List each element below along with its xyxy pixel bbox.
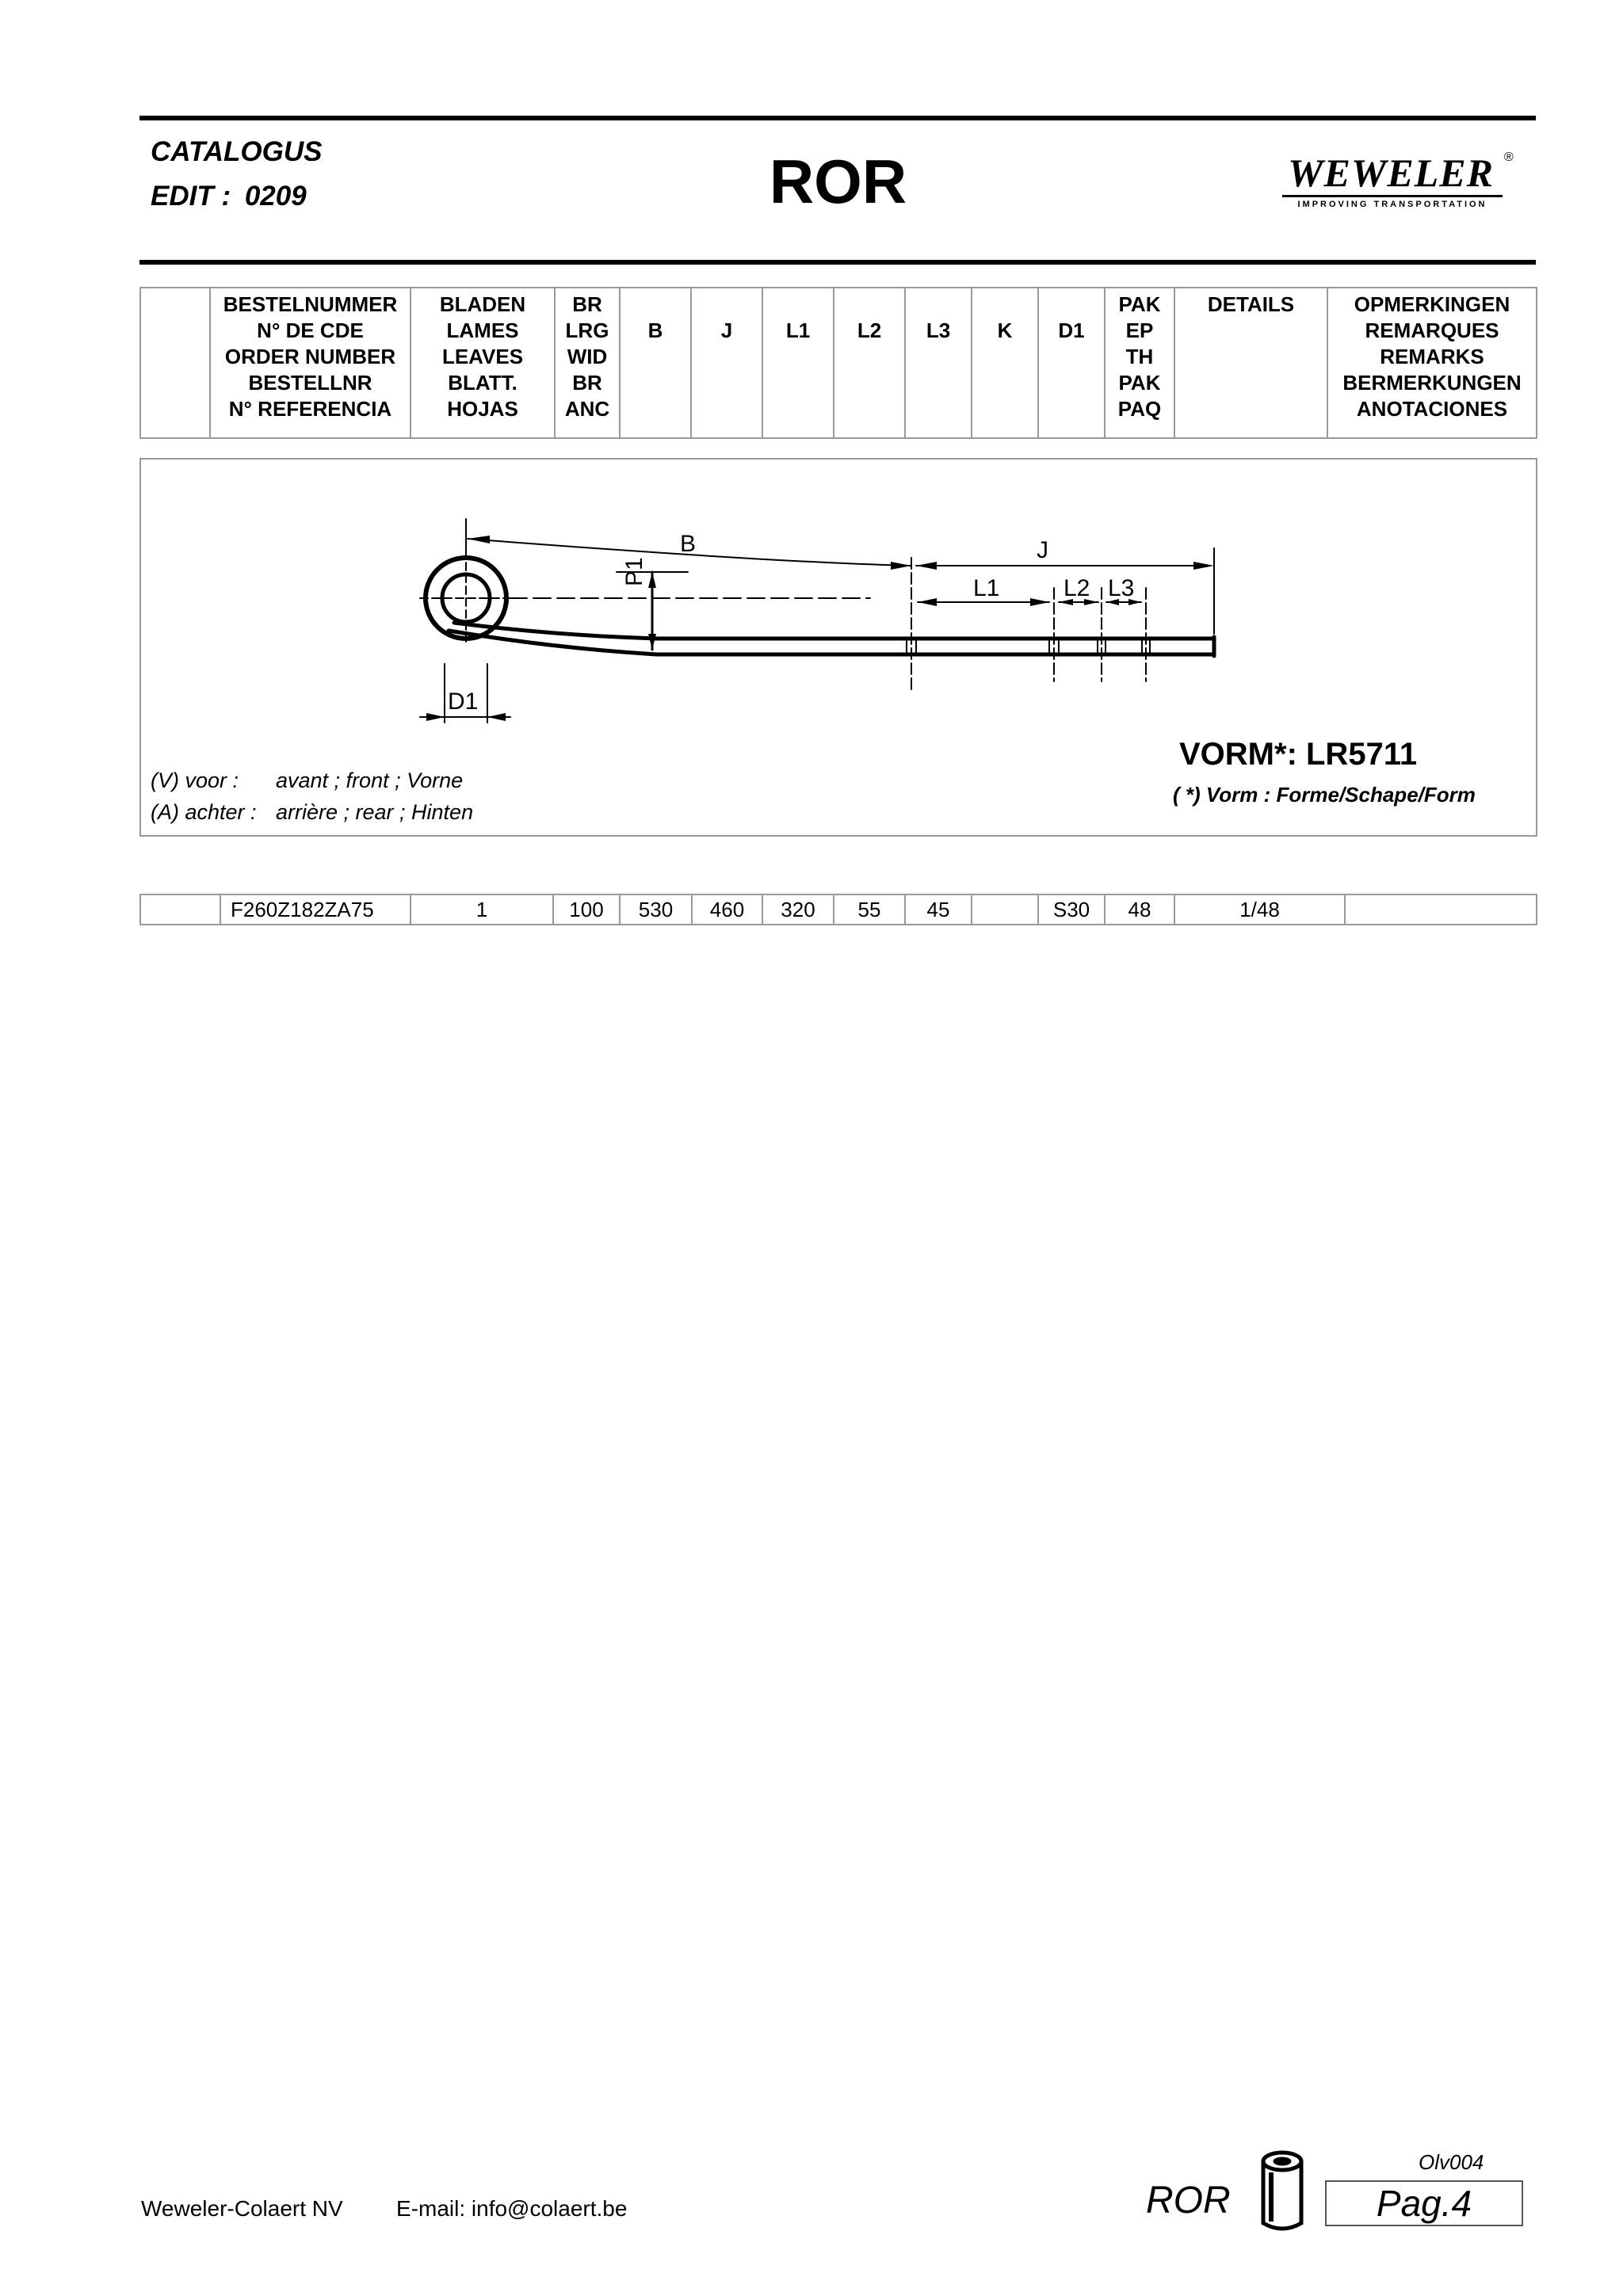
header-cell-width	[555, 288, 620, 438]
header-cell-l1: L1	[762, 288, 834, 438]
legend-rear-text: arrière ; rear ; Hinten	[276, 800, 474, 824]
cell-order-number: F260Z182ZA75	[220, 894, 411, 925]
leaves-label-fr: LAMES	[446, 318, 519, 342]
cell-details: 1/48	[1174, 894, 1345, 925]
vorm-title: VORM*: LR5711	[1179, 737, 1418, 772]
pak-label-es: PAQ	[1117, 397, 1162, 421]
remarks-label-en: REMARKS	[1380, 345, 1484, 368]
width-label-en: WID	[567, 345, 608, 368]
pak-label-de: PAK	[1118, 371, 1161, 395]
footer-section: ROR	[1146, 2180, 1231, 2222]
cell-blank	[140, 894, 220, 925]
table-row	[140, 894, 1537, 925]
width-label-de: BR	[572, 371, 602, 395]
cell-k	[972, 894, 1038, 925]
logo-tagline: IMPROVING TRANSPORTATION	[1297, 200, 1487, 209]
header-cell-blank	[140, 288, 210, 438]
cell-pak: 48	[1105, 894, 1174, 925]
cell-d1: S30	[1038, 894, 1105, 925]
order-number-label-en: ORDER NUMBER	[224, 345, 396, 368]
product-table	[139, 894, 1537, 925]
header-cell-leaves	[411, 288, 555, 438]
label-b: B	[680, 531, 697, 557]
header-cell-k: K	[972, 288, 1038, 438]
order-number-label-de: BESTELLNR	[248, 371, 372, 395]
label-d1: D1	[448, 688, 479, 715]
spring-drawing-panel	[139, 458, 1537, 837]
legend-front-text: avant ; front ; Vorne	[276, 769, 464, 792]
label-j: J	[1037, 537, 1048, 563]
pak-label-nl: PAK	[1118, 292, 1161, 316]
logo-registered-mark: ®	[1504, 151, 1514, 164]
header-cell-details: DETAILS	[1174, 288, 1327, 438]
catalog-label: CATALOGUS	[151, 136, 323, 167]
footer-page-number: Pag.4	[1376, 2183, 1472, 2224]
weweler-logo	[1276, 151, 1514, 214]
cell-l2: 55	[834, 894, 905, 925]
width-label-es: ANC	[564, 397, 610, 421]
pak-label-fr: EP	[1125, 318, 1154, 342]
header-cell-l2: L2	[834, 288, 905, 438]
cell-l3: 45	[905, 894, 972, 925]
order-number-label-es: N° REFERENCIA	[228, 397, 392, 421]
logo-underline	[1282, 195, 1503, 197]
label-l2: L2	[1064, 575, 1090, 601]
header-cell-order-number	[210, 288, 411, 438]
width-label-fr: LRG	[565, 318, 609, 342]
footer-email: E-mail: info@colaert.be	[396, 2196, 628, 2221]
header-bottom-rule	[139, 260, 1536, 265]
width-label-nl: BR	[572, 292, 602, 316]
remarks-label-de: BERMERKUNGEN	[1342, 371, 1522, 395]
page-title: ROR	[769, 147, 907, 216]
spring-bushing-icon	[1257, 2149, 1308, 2236]
leaves-label-de: BLATT.	[448, 371, 517, 395]
order-number-label-nl: BESTELNUMMER	[223, 292, 398, 316]
label-l3: L3	[1108, 575, 1135, 601]
header-cell-l3: L3	[905, 288, 972, 438]
footer-doc-code: Olv004	[1419, 2150, 1484, 2174]
cell-leaves: 1	[411, 894, 553, 925]
column-header-table	[139, 287, 1537, 439]
label-p1: P1	[621, 557, 647, 586]
header-cell-remarks	[1327, 288, 1537, 438]
label-l1: L1	[973, 575, 1000, 601]
legend-rear-code: (A) achter :	[151, 800, 257, 824]
legend-front-code: (V) voor :	[151, 769, 239, 792]
remarks-label-fr: REMARQUES	[1365, 318, 1499, 342]
vorm-note: ( *) Vorm : Forme/Schape/Form	[1173, 783, 1476, 807]
legend-rear	[151, 800, 473, 825]
cell-l1: 320	[762, 894, 834, 925]
header-cell-j: J	[691, 288, 762, 438]
header-cell-pak	[1105, 288, 1174, 438]
legend-front	[151, 769, 463, 793]
leaves-label-es: HOJAS	[447, 397, 518, 421]
remarks-label-es: ANOTACIONES	[1356, 397, 1508, 421]
logo-wordmark: WEWELER	[1288, 151, 1494, 195]
order-number-label-fr: N° DE CDE	[257, 318, 364, 342]
cell-remarks	[1345, 894, 1537, 925]
remarks-label-nl: OPMERKINGEN	[1354, 292, 1510, 316]
footer-company: Weweler-Colaert NV	[141, 2196, 343, 2221]
edit-label-text: EDIT :	[151, 181, 231, 212]
pak-label-en: TH	[1125, 345, 1154, 368]
edit-value: 0209	[244, 181, 307, 212]
leaves-label-nl: BLADEN	[439, 292, 526, 316]
leaves-label-en: LEAVES	[441, 345, 524, 368]
header-top-rule	[139, 116, 1536, 120]
header-cell-d1: D1	[1038, 288, 1105, 438]
footer-page-box	[1325, 2180, 1523, 2226]
cell-width: 100	[553, 894, 620, 925]
cell-j: 460	[692, 894, 762, 925]
leaf-top-edge	[454, 623, 1214, 639]
header-cell-b: B	[620, 288, 691, 438]
cell-b: 530	[620, 894, 692, 925]
